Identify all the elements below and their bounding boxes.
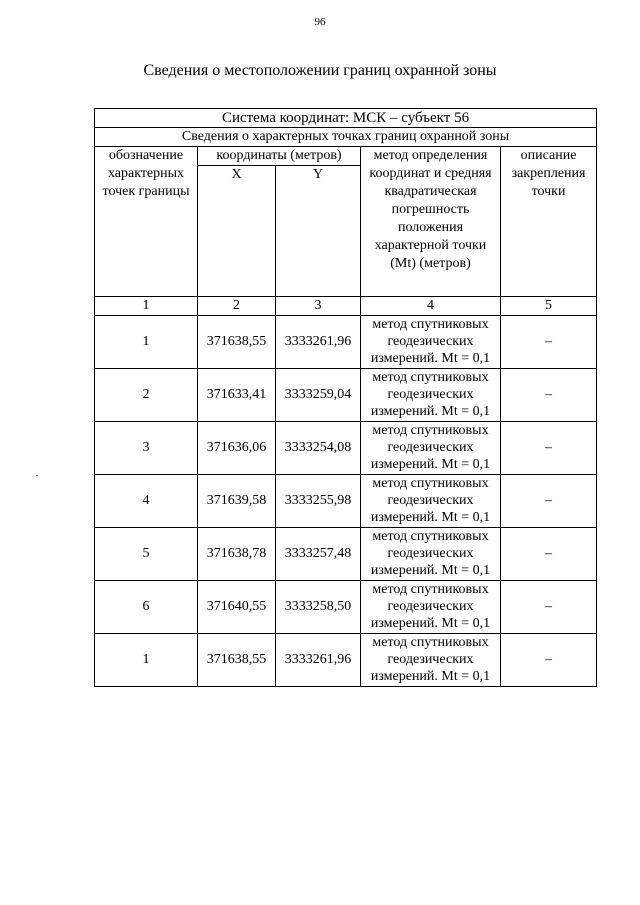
- table-row: [95, 316, 597, 369]
- column-number: 2: [198, 297, 276, 316]
- method-cell: метод спутниковых геодезических измерений. Mt = 0,1: [361, 422, 501, 475]
- x-coordinate: 371633,41: [198, 369, 276, 422]
- y-coordinate: 3333255,98: [276, 475, 361, 528]
- document-title: Сведения о местоположении границ охранной зоны: [143, 62, 497, 79]
- column-number: 5: [501, 297, 597, 316]
- point-designation: 2: [95, 369, 198, 422]
- column-number: 1: [95, 297, 198, 316]
- method-cell: метод спутниковых геодезических измерений. Mt = 0,1: [361, 475, 501, 528]
- point-designation: 3: [95, 422, 198, 475]
- column-number-row: [95, 297, 597, 316]
- boundary-points-table: [94, 108, 597, 687]
- description-cell: –: [501, 369, 597, 422]
- description-cell: –: [501, 475, 597, 528]
- y-coordinate: 3333254,08: [276, 422, 361, 475]
- y-coordinate: 3333258,50: [276, 581, 361, 634]
- x-coordinate: 371638,78: [198, 528, 276, 581]
- method-header: метод определения координат и средняя квадратическая погрешность положения характерной точки (Mt) (метров): [361, 147, 501, 297]
- table-row: [95, 422, 597, 475]
- coordinate-system-row: Система координат: МСК – субъект 56: [95, 109, 597, 128]
- y-coordinate: 3333261,96: [276, 634, 361, 687]
- y-header: Y: [276, 166, 361, 297]
- description-cell: –: [501, 316, 597, 369]
- x-coordinate: 371640,55: [198, 581, 276, 634]
- description-cell: –: [501, 528, 597, 581]
- x-coordinate: 371638,55: [198, 634, 276, 687]
- description-cell: –: [501, 634, 597, 687]
- method-cell: метод спутниковых геодезических измерений. Mt = 0,1: [361, 369, 501, 422]
- column-number: 4: [361, 297, 501, 316]
- method-cell: метод спутниковых геодезических измерений. Mt = 0,1: [361, 528, 501, 581]
- table-row: [95, 581, 597, 634]
- x-coordinate: 371638,55: [198, 316, 276, 369]
- designation-header: обозначение характерных точек границы: [95, 147, 198, 297]
- table-row: [95, 369, 597, 422]
- y-coordinate: 3333261,96: [276, 316, 361, 369]
- x-coordinate: 371639,58: [198, 475, 276, 528]
- page-number: 96: [314, 16, 326, 28]
- y-coordinate: 3333259,04: [276, 369, 361, 422]
- point-designation: 5: [95, 528, 198, 581]
- description-cell: –: [501, 581, 597, 634]
- y-coordinate: 3333257,48: [276, 528, 361, 581]
- method-cell: метод спутниковых геодезических измерений. Mt = 0,1: [361, 316, 501, 369]
- scan-artifact: [36, 475, 38, 476]
- table-row: [95, 528, 597, 581]
- x-header: X: [198, 166, 276, 297]
- coordinates-header: координаты (метров): [198, 147, 361, 166]
- point-designation: 6: [95, 581, 198, 634]
- point-designation: 1: [95, 316, 198, 369]
- method-cell: метод спутниковых геодезических измерений. Mt = 0,1: [361, 634, 501, 687]
- description-header: описание закрепления точки: [501, 147, 597, 297]
- description-cell: –: [501, 422, 597, 475]
- point-designation: 1: [95, 634, 198, 687]
- method-cell: метод спутниковых геодезических измерений. Mt = 0,1: [361, 581, 501, 634]
- point-designation: 4: [95, 475, 198, 528]
- table-subtitle-row: Сведения о характерных точках границ охранной зоны: [95, 128, 597, 147]
- table-row: [95, 475, 597, 528]
- column-number: 3: [276, 297, 361, 316]
- table-row: [95, 634, 597, 687]
- x-coordinate: 371636,06: [198, 422, 276, 475]
